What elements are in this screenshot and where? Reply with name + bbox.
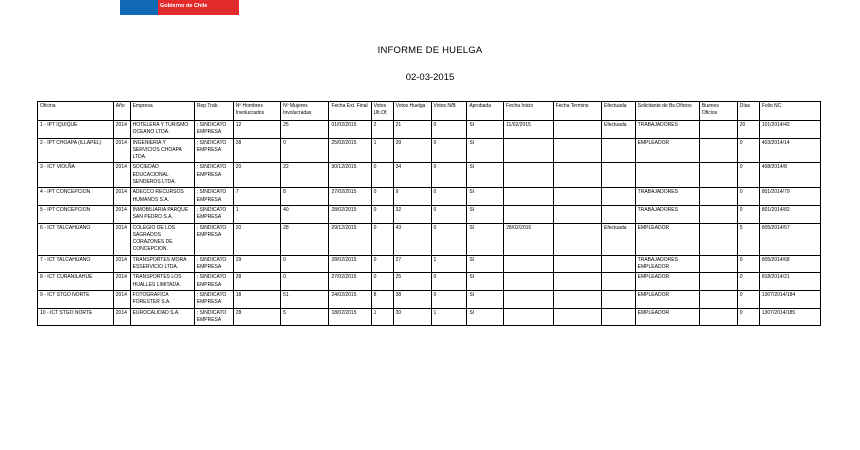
table-cell: 0 <box>371 163 393 188</box>
table-cell <box>699 273 737 291</box>
table-cell: ; SINDICATO EMPRESA <box>194 255 233 273</box>
table-cell: 10 - ICT STGO NORTE <box>38 308 114 326</box>
table-cell: 12 <box>233 121 280 139</box>
table-cell: 29 <box>233 255 280 273</box>
table-cell: 01/02/2015 <box>329 121 371 139</box>
column-header: Votos Huelga <box>393 102 431 121</box>
table-cell: 1307/2014/185 <box>759 308 820 326</box>
table-cell: 0 <box>737 255 759 273</box>
table-cell: ; SINDICATO EMPRESA <box>194 163 233 188</box>
table-cell <box>699 290 737 308</box>
table-cell: ; SINDICATO EMPRESA <box>194 138 233 163</box>
table-cell: 101/2014/42 <box>759 121 820 139</box>
table-cell <box>699 188 737 206</box>
table-cell: 9 <box>393 188 431 206</box>
column-header: Nº Hombres Involucrados <box>233 102 280 121</box>
table-cell <box>553 223 601 255</box>
table-cell: 6 - ICT TALCAHUANO <box>38 223 114 255</box>
table-cell <box>699 163 737 188</box>
table-cell <box>699 223 737 255</box>
table-cell: ; SINDICATO EMPRESA <box>194 273 233 291</box>
table-cell: SI <box>467 121 504 139</box>
table-cell <box>602 205 636 223</box>
column-header: Empresa <box>130 102 194 121</box>
table-cell: 3 - ICT VIOLÑA <box>38 163 114 188</box>
table-cell: 0 <box>371 255 393 273</box>
table-cell <box>602 273 636 291</box>
table-cell <box>504 255 553 273</box>
table-cell: EMPLEADOR <box>635 290 699 308</box>
table-cell: 0 <box>737 308 759 326</box>
table-cell <box>504 163 553 188</box>
table-cell <box>699 138 737 163</box>
logo-text: Gobierno de Chile <box>160 3 208 9</box>
table-cell: 24/02/2015 <box>329 290 371 308</box>
table-row <box>38 121 821 139</box>
table-cell: SI <box>467 255 504 273</box>
table-cell: 1 <box>371 308 393 326</box>
table-cell: 0 <box>371 223 393 255</box>
table-cell <box>553 255 601 273</box>
table-cell: SI <box>467 273 504 291</box>
table-cell: 28 <box>233 273 280 291</box>
table-cell <box>602 308 636 326</box>
table-row <box>38 255 821 273</box>
table-cell: 0 <box>737 273 759 291</box>
table-cell <box>553 290 601 308</box>
table-cell: 0 <box>431 188 467 206</box>
table-cell: 7 <box>233 188 280 206</box>
table-cell: 2014 <box>113 121 130 139</box>
table-cell: 0 <box>431 121 467 139</box>
table-cell: 43 <box>393 223 431 255</box>
table-cell <box>699 308 737 326</box>
table-cell: TRABAJADORES <box>635 121 699 139</box>
table-cell: 2014 <box>113 255 130 273</box>
table-cell <box>504 138 553 163</box>
table-cell: 40 <box>281 205 329 223</box>
table-cell: 1 <box>233 205 280 223</box>
table-cell: 403/2014/14 <box>759 138 820 163</box>
table-row <box>38 205 821 223</box>
table-cell: 801/2014/82 <box>759 205 820 223</box>
table-cell <box>602 163 636 188</box>
table-cell: 805/2014/68 <box>759 255 820 273</box>
table-cell: 1 <box>431 255 467 273</box>
table-cell: 0 <box>431 223 467 255</box>
table-row <box>38 290 821 308</box>
table-cell: 1 <box>371 138 393 163</box>
table-cell: COLEGIO DE LOS SAGRADOS CORAZONES DE CONCEPCION. <box>130 223 194 255</box>
table-cell: 408/2014/8 <box>759 163 820 188</box>
table-cell: ; SINDICATO EMPRESA <box>194 290 233 308</box>
table-row <box>38 138 821 163</box>
table-cell <box>635 163 699 188</box>
column-header: Folio NC <box>759 102 820 121</box>
table-cell: HOTELERA Y TURISMO OCEANO LTDA. <box>130 121 194 139</box>
table-cell: 8 <box>371 290 393 308</box>
table-cell: 25 <box>393 273 431 291</box>
table-cell: ; SINDICATO EMPRESA <box>194 205 233 223</box>
table-cell: 32 <box>393 205 431 223</box>
column-header: Votos Ult.Of. <box>371 102 393 121</box>
table-cell: TRABAJADORES <box>635 188 699 206</box>
column-header: Fecha Termino <box>553 102 601 121</box>
table-cell: 2014 <box>113 138 130 163</box>
table-cell: 27/02/2015 <box>329 273 371 291</box>
table-cell <box>553 163 601 188</box>
table-cell: ; SINDICATO EMPRESA <box>194 121 233 139</box>
table-cell: TRABAJADORES EMPLEADOR <box>635 255 699 273</box>
logo-blue-block <box>120 0 158 15</box>
table-cell: 0 <box>737 290 759 308</box>
column-header: Buenos Oficios <box>699 102 737 121</box>
table-cell: 28/02/2015 <box>504 223 553 255</box>
table-cell: 27/02/2015 <box>329 188 371 206</box>
table-cell <box>602 138 636 163</box>
table-cell: 5 <box>737 223 759 255</box>
table-cell <box>699 255 737 273</box>
table-cell: 20 <box>233 163 280 188</box>
table-cell: 0 <box>431 163 467 188</box>
table-cell: 28 <box>281 223 329 255</box>
table-cell: Efectuada <box>602 121 636 139</box>
table-cell <box>602 188 636 206</box>
table-cell: SI <box>467 163 504 188</box>
table-cell: 5 - IPT CONCEPCION <box>38 205 114 223</box>
table-cell: 18/02/2015 <box>329 308 371 326</box>
table-cell: 2014 <box>113 308 130 326</box>
table-cell: 51 <box>281 290 329 308</box>
column-header: Votos N/B <box>431 102 467 121</box>
table-cell: 30 <box>393 308 431 326</box>
gobierno-logo <box>120 0 239 15</box>
column-header: Rep.Trab. <box>194 102 233 121</box>
table-cell: 0 <box>281 273 329 291</box>
table-row <box>38 273 821 291</box>
table-cell: 20 <box>737 121 759 139</box>
table-cell: FOTOGRAFICA FORESTER S.A. <box>130 290 194 308</box>
table-cell: 25 <box>281 121 329 139</box>
table-cell: TRANSPORTES LOS HUALLES LIMITADA. <box>130 273 194 291</box>
column-header: Aprobada <box>467 102 504 121</box>
table-cell: 0 <box>281 138 329 163</box>
table-cell: 9 - ICT STGO NORTE <box>38 290 114 308</box>
table-cell: 30/12/2015 <box>329 163 371 188</box>
table-cell: 0 <box>371 205 393 223</box>
table-cell: EMPLEADOR <box>635 223 699 255</box>
table-cell: 2014 <box>113 163 130 188</box>
table-cell: 0 <box>431 290 467 308</box>
table-cell: SI <box>467 138 504 163</box>
table-cell: 28/02/2015 <box>329 255 371 273</box>
table-cell: 1 - IPT IQUIQUE <box>38 121 114 139</box>
table-cell: 0 <box>371 188 393 206</box>
table-cell: 0 <box>431 138 467 163</box>
table-cell: SOCIEDAD EDUCACIONAL SENDEROS LTDA. <box>130 163 194 188</box>
table-cell: Efectuada <box>602 223 636 255</box>
table-cell: INMOBILIARIA PARQUE SAN PEDRO S.A. <box>130 205 194 223</box>
table-row <box>38 223 821 255</box>
table-cell <box>553 121 601 139</box>
table-cell: 2014 <box>113 223 130 255</box>
table-cell: ; SINDICATO EMPRESA <box>194 188 233 206</box>
table-cell: 0 <box>281 255 329 273</box>
table-cell: 0 <box>737 163 759 188</box>
table-cell: EMPLEADOR <box>635 138 699 163</box>
column-header: Efectuada <box>602 102 636 121</box>
table-cell: 1307/2014/184 <box>759 290 820 308</box>
table-cell: 25/02/2015 <box>329 138 371 163</box>
table-cell <box>504 308 553 326</box>
table-cell: 0 <box>431 205 467 223</box>
table-cell: 0 <box>431 273 467 291</box>
table-cell: 2014 <box>113 188 130 206</box>
table-cell <box>699 121 737 139</box>
column-header: Nº Mujeres Involucradas <box>281 102 329 121</box>
table-cell: 0 <box>371 273 393 291</box>
column-header: Año <box>113 102 130 121</box>
table-cell: 21 <box>393 121 431 139</box>
table-row <box>38 163 821 188</box>
table-cell: 27 <box>393 255 431 273</box>
column-header: Fecha Ext. Final <box>329 102 371 121</box>
table-cell: 29/12/2015 <box>329 223 371 255</box>
table-row <box>38 308 821 326</box>
table-row <box>38 188 821 206</box>
table-cell: 0 <box>737 205 759 223</box>
table-cell <box>602 290 636 308</box>
table-cell <box>504 273 553 291</box>
table-cell: 38 <box>393 290 431 308</box>
column-header: Oficina <box>38 102 114 121</box>
table-cell: 2014 <box>113 273 130 291</box>
table-cell <box>553 138 601 163</box>
table-cell: 805/2014/57 <box>759 223 820 255</box>
table-cell: 11/02/2015 <box>504 121 553 139</box>
table-cell: 5 <box>281 308 329 326</box>
column-header: Días <box>737 102 759 121</box>
table-cell: TRANSPORTES MORA ESSERVICIO LTDA. <box>130 255 194 273</box>
report-date: 02-03-2015 <box>405 72 455 83</box>
table-cell: 20 <box>233 223 280 255</box>
table-cell: 4 - IPT CONCEPCION <box>38 188 114 206</box>
table-cell <box>602 255 636 273</box>
table-cell <box>553 273 601 291</box>
table-cell: EMPLEADOR <box>635 308 699 326</box>
table-cell: ADECCO RECURSOS HUMANOS S.A. <box>130 188 194 206</box>
table-cell <box>553 308 601 326</box>
column-header: Solicitante de Bs.Oficios <box>635 102 699 121</box>
table-cell: SI <box>467 290 504 308</box>
table-cell: 28/02/2015 <box>329 205 371 223</box>
table-cell <box>504 205 553 223</box>
strike-report-table <box>37 101 821 326</box>
table-cell: 0 <box>737 188 759 206</box>
table-cell: EMPLEADOR <box>635 273 699 291</box>
table-cell: 39 <box>393 138 431 163</box>
table-cell: 34 <box>393 163 431 188</box>
table-cell: SI <box>467 205 504 223</box>
table-cell: 818/2014/21 <box>759 273 820 291</box>
column-header: Fecha Inicio <box>504 102 553 121</box>
table-cell: EUROCALIDAD S.A. <box>130 308 194 326</box>
table-body <box>38 121 821 326</box>
table-cell: ; SINDICATO EMPRESA <box>194 308 233 326</box>
table-cell: SI <box>467 223 504 255</box>
table-cell: 28 <box>233 308 280 326</box>
report-title: INFORME DE HUELGA <box>377 45 483 56</box>
table-cell: ; SINDICATO EMPRESA <box>194 223 233 255</box>
table-cell: 2014 <box>113 290 130 308</box>
table-cell: 7 - ICT TALCAHUANO <box>38 255 114 273</box>
table-cell <box>553 188 601 206</box>
table-cell: 2 - IPT CHOAPA (ILLAPEL) <box>38 138 114 163</box>
table-cell: 22 <box>281 163 329 188</box>
table-cell: 2014 <box>113 205 130 223</box>
table-cell: 8 - ICT CURANILAHUE <box>38 273 114 291</box>
table-cell: 18 <box>233 290 280 308</box>
table-cell: 2 <box>371 121 393 139</box>
table-cell <box>504 188 553 206</box>
table-cell: SI <box>467 308 504 326</box>
table-cell: 8 <box>281 188 329 206</box>
table-header-row <box>38 102 821 121</box>
table-cell: 38 <box>233 138 280 163</box>
table-cell: 0 <box>737 138 759 163</box>
table-cell: 1 <box>431 308 467 326</box>
table-cell: SI <box>467 188 504 206</box>
table-cell: TRABAJADORES <box>635 205 699 223</box>
table-cell <box>699 205 737 223</box>
table-cell: 801/2014/79 <box>759 188 820 206</box>
table-cell <box>504 290 553 308</box>
table-cell: INGENIERIA Y SERVICIOS CHOAPA LTDA. <box>130 138 194 163</box>
table-cell <box>553 205 601 223</box>
